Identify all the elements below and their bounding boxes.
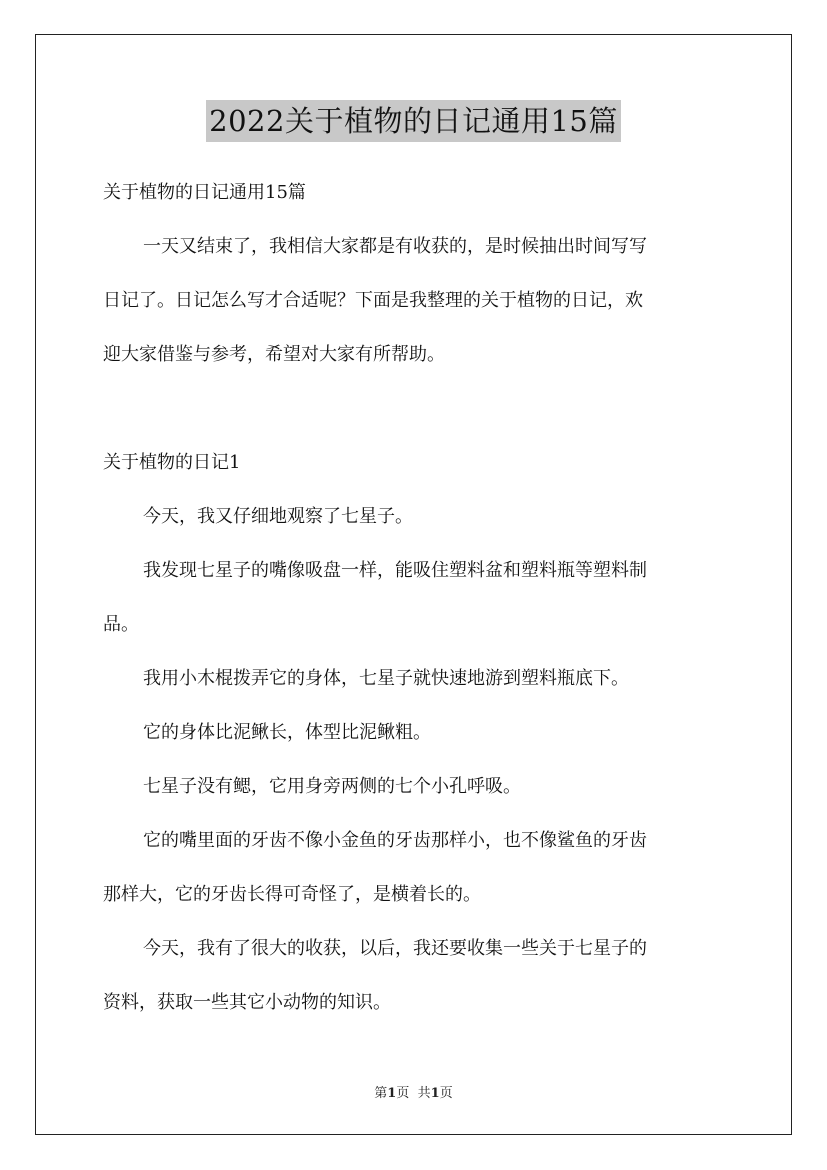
- footer-page-prefix: 第: [374, 1086, 388, 1101]
- body-line: 我发现七星子的嘴像吸盘一样，能吸住塑料盆和塑料瓶等塑料制: [143, 560, 647, 581]
- footer-page-number: 1: [387, 1086, 397, 1101]
- intro-line: 一天又结束了，我相信大家都是有收获的，是时候抽出时间写写: [143, 236, 647, 257]
- body-line: 品。: [103, 614, 139, 635]
- body-line: 今天，我有了很大的收获，以后，我还要收集一些关于七星子的: [143, 938, 647, 959]
- body-line: 它的身体比泥鳅长，体型比泥鳅粗。: [143, 722, 431, 743]
- intro-line: 迎大家借鉴与参考，希望对大家有所帮助。: [103, 344, 445, 365]
- body-line: 它的嘴里面的牙齿不像小金鱼的牙齿那样小，也不像鲨鱼的牙齿: [143, 830, 647, 851]
- section-heading: 关于植物的日记1: [103, 452, 241, 473]
- intro-paragraph: [103, 229, 728, 391]
- blank-line: [103, 391, 728, 445]
- document-body: [103, 175, 728, 1039]
- title-container: [0, 100, 827, 142]
- body-line: 今天，我又仔细地观察了七星子。: [143, 506, 413, 527]
- subtitle: 关于植物的日记通用15篇: [103, 182, 306, 203]
- document-title: 2022关于植物的日记通用15篇: [206, 100, 621, 142]
- body-line: 我用小木棍拨弄它的身体，七星子就快速地游到塑料瓶底下。: [143, 668, 629, 689]
- body-line: 七星子没有鳃，它用身旁两侧的七个小孔呼吸。: [143, 776, 521, 797]
- footer-total-prefix: 共: [417, 1086, 431, 1101]
- body-line: 那样大，它的牙齿长得可奇怪了，是横着长的。: [103, 884, 481, 905]
- intro-line: 日记了。日记怎么写才合适呢？下面是我整理的关于植物的日记，欢: [103, 290, 643, 311]
- page-footer: [0, 1082, 827, 1101]
- footer-total-number: 1: [430, 1086, 440, 1101]
- body-line: 资料，获取一些其它小动物的知识。: [103, 992, 391, 1013]
- footer-page-suffix: 页: [396, 1086, 410, 1101]
- footer-total-suffix: 页: [439, 1086, 453, 1101]
